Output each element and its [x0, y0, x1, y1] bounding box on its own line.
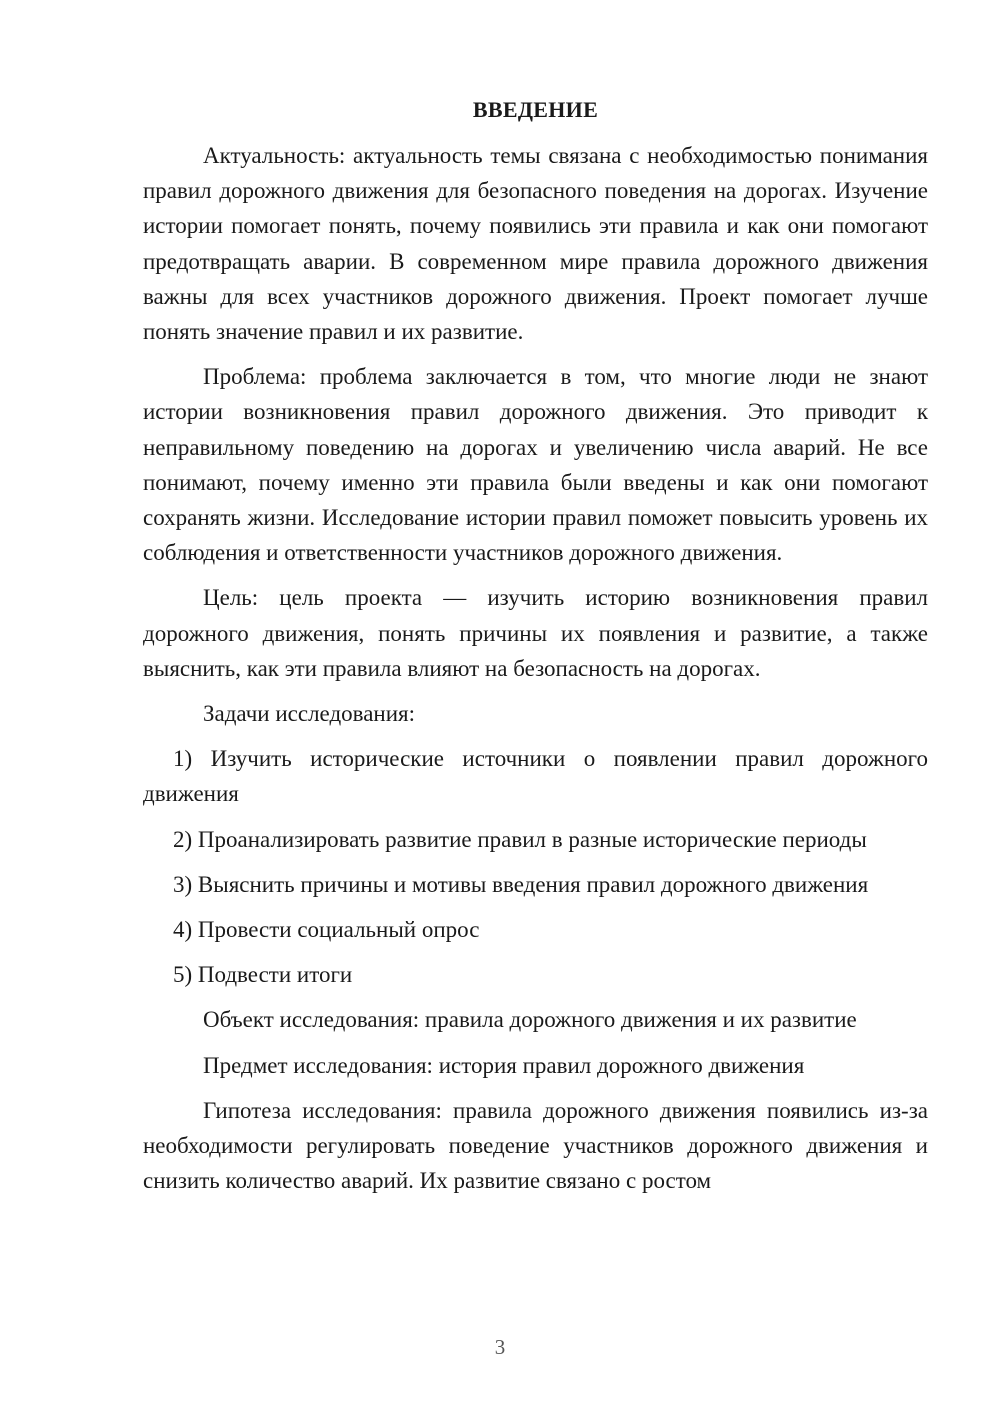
object-paragraph: Объект исследования: правила дорожного движения и их развитие [203, 1007, 857, 1033]
relevance-paragraph: Актуальность: актуальность темы связана с необходимостью понимания правил дорожного движения для безопасного поведения на дорогах. Изучение истории помогает понять, почему появились эти правила и как они помогают предотвращать аварии. В современном мире правила дорожного движения важны для всех участников дорожного движения. Проект помогает лучше понять значение правил и их развитие. [143, 143, 928, 345]
task-item-4: 4) Провести социальный опрос [173, 917, 480, 943]
page-content [143, 92, 928, 1208]
task-item-2: 2) Проанализировать развитие правил в разные исторические периоды [173, 826, 867, 852]
subject-paragraph: Предмет исследования: история правил дорожного движения [203, 1052, 805, 1078]
section-heading: ВВЕДЕНИЕ [472, 97, 599, 122]
hypothesis-paragraph: Гипотеза исследования: правила дорожного движения появились из-за необходимости регулировать поведение участников дорожного движения и снизить количество аварий. Их развитие связано с ростом [143, 1097, 928, 1194]
page-number: 3 [494, 1335, 506, 1359]
tasks-title: Задачи исследования: [203, 701, 416, 727]
problem-paragraph: Проблема: проблема заключается в том, что многие люди не знают истории возникновения правил дорожного движения. Это приводит к неправильному поведению на дорогах и увеличению числа аварий. Не все понимают, почему именно эти правила были введены и как они помогают сохранять жизни. Исследование истории правил поможет повысить уровень их соблюдения и ответственности участников дорожного движения. [143, 364, 928, 566]
task-item-1: 1) Изучить исторические источники о появлении правил дорожного движения [143, 746, 928, 807]
task-item-5: 5) Подвести итоги [173, 962, 353, 988]
goal-paragraph: Цель: цель проекта — изучить историю возникновения правил дорожного движения, понять причины их появления и развитие, а также выяснить, как эти правила влияют на безопасность на дорогах. [143, 585, 928, 681]
task-item-3: 3) Выяснить причины и мотивы введения правил дорожного движения [173, 871, 869, 897]
